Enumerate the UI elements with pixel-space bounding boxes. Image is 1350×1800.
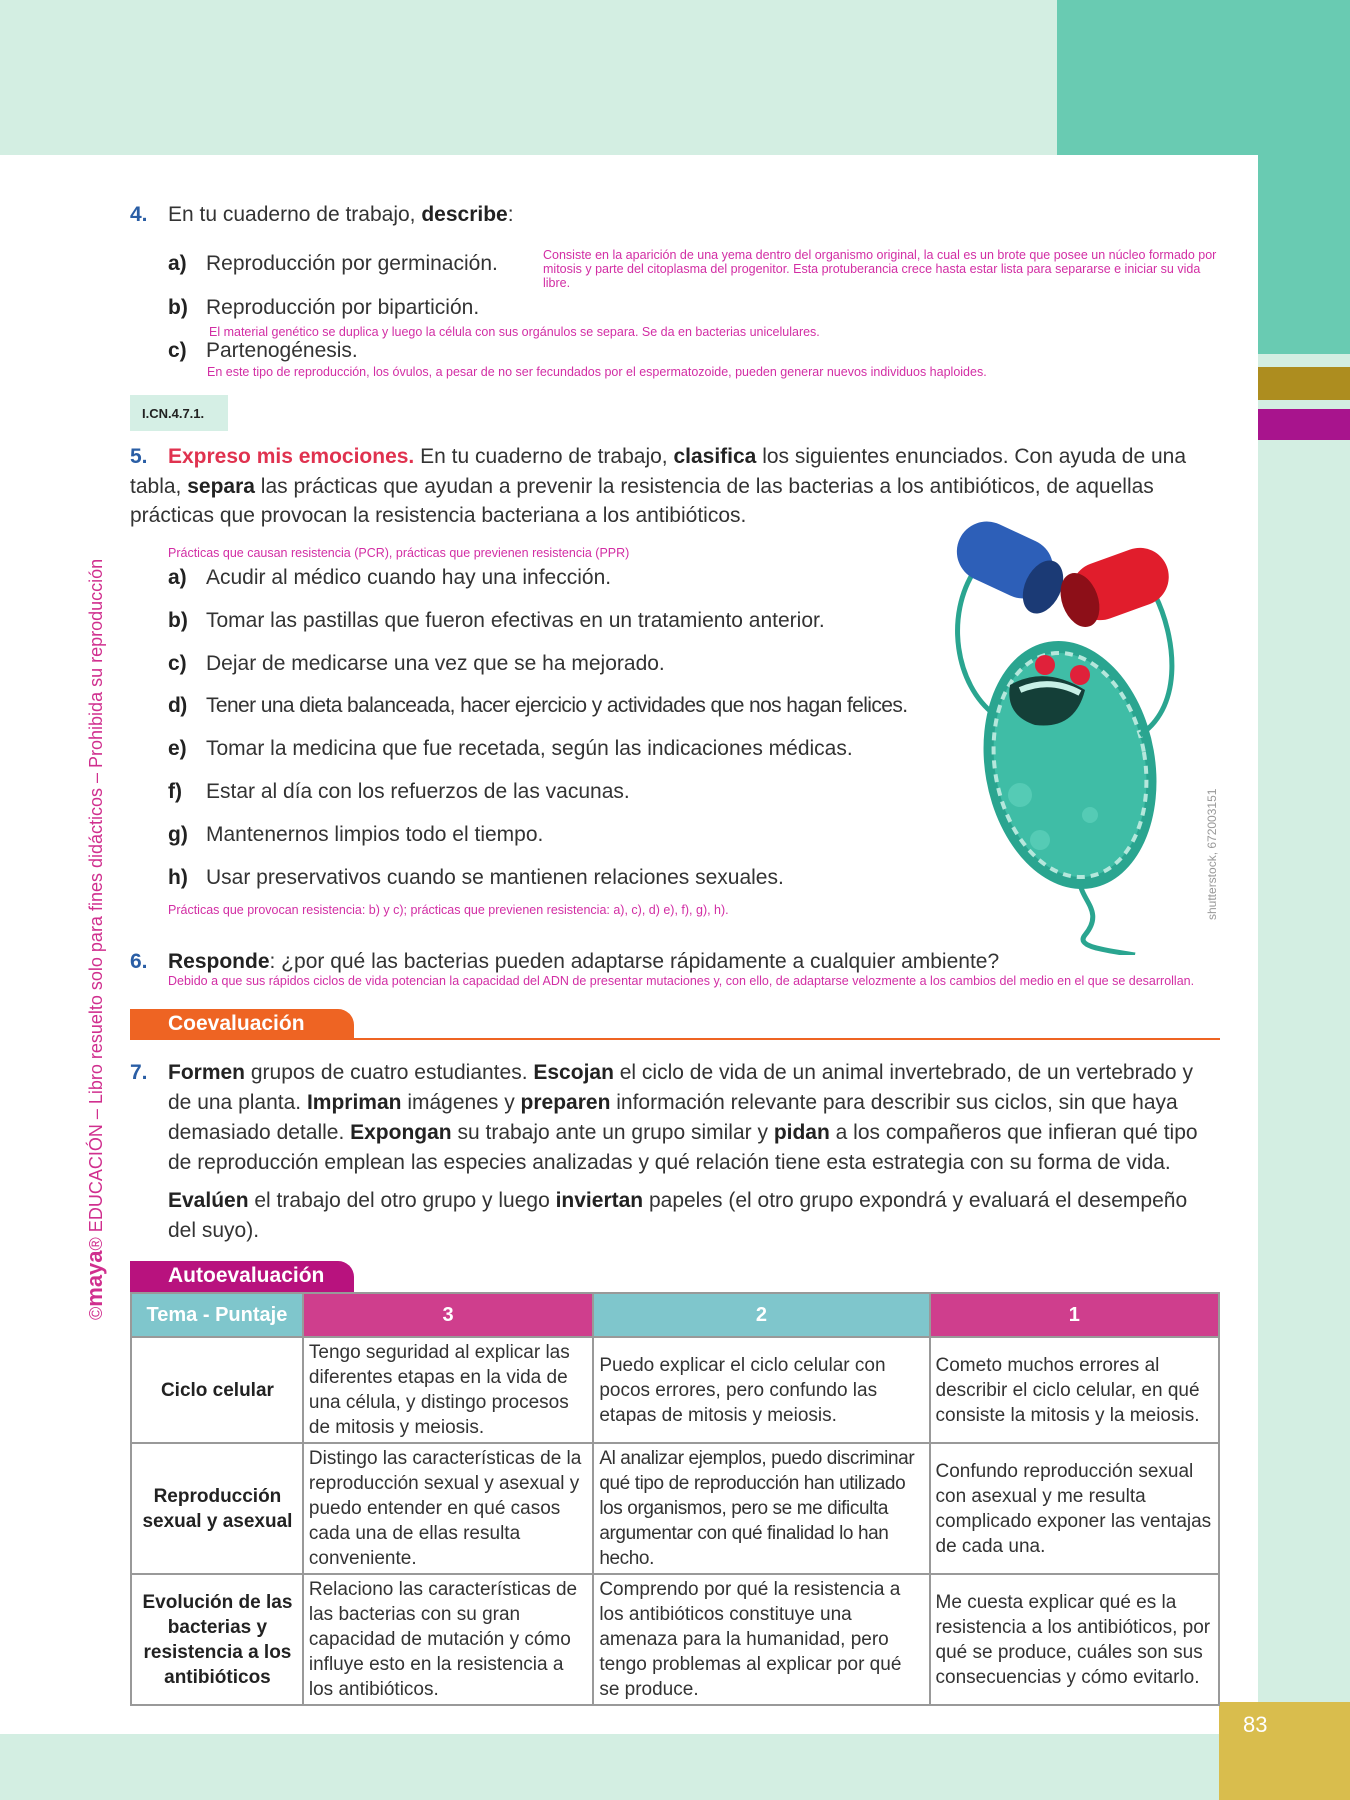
q5-item-g: [168, 823, 543, 847]
question-text: las prácticas que ayudan a prevenir la resistencia de las bacterias a los antibióticos, de aquellas prácticas que provocan la resistencia bacteriana a los antibióticos.: [130, 474, 1154, 527]
item-text: Acudir al médico cuando hay una infección.: [206, 566, 612, 589]
table-row: [131, 1443, 1219, 1574]
item-label: e): [168, 737, 187, 760]
question-highlight: Expreso mis emociones.: [168, 445, 415, 468]
q4-answer-a: Consiste en la aparición de una yema dentro del organismo original, la cual es un brote que posee un núcleo formado por mitosis y parte del citoplasma del progenitor. Esta protuberancia crece hasta estar lista para separarse e iniciar su vida libre.: [543, 248, 1217, 290]
bottom-band: [0, 1734, 1350, 1800]
copyright-text: ® EDUCACIÓN – Libro resuelto solo para fines didácticos – Prohibida su reproducción: [86, 558, 106, 1251]
verb: Escojan: [533, 1061, 614, 1084]
question-6: [130, 950, 999, 974]
cell-score-1: Cometo muchos errores al describir el ciclo celular, en qué consiste la mitosis y la meiosis.: [930, 1337, 1219, 1443]
question-text: : ¿por qué las bacterias pueden adaptarse rápidamente a cualquier ambiente?: [269, 950, 1000, 973]
coevaluacion-header: Coevaluación: [130, 1009, 354, 1040]
text: papeles (el otro grupo expondrá y evaluará el desempeño del suyo).: [168, 1189, 1188, 1242]
text: el trabajo del otro grupo y luego: [248, 1189, 556, 1212]
cell-score-3: Distingo las características de la reproducción sexual y asexual y puedo entender en qué casos cada una de ellas resulta conveniente.: [303, 1443, 593, 1574]
side-decoration: [1258, 155, 1350, 354]
text: grupos de cuatro estudiantes.: [245, 1061, 534, 1084]
autoevaluacion-header: Autoevaluación: [130, 1261, 354, 1292]
q5-item-d: [168, 694, 908, 718]
question-text: los siguientes enunciados. Con ayuda de una tabla,: [130, 445, 1187, 498]
item-text: Reproducción por germinación.: [206, 252, 498, 275]
item-text: Tomar la medicina que fue recetada, según las indicaciones médicas.: [206, 737, 853, 760]
question-4: [130, 203, 514, 227]
item-text: Reproducción por bipartición.: [206, 296, 480, 319]
verb: pidan: [773, 1121, 830, 1144]
q5-item-e: [168, 737, 853, 761]
item-label: g): [168, 823, 188, 846]
question-verb: clasifica: [673, 445, 757, 468]
verb: preparen: [520, 1091, 611, 1114]
item-text: Mantenernos limpios todo el tiempo.: [206, 823, 544, 846]
verb: Expongan: [350, 1121, 452, 1144]
verb: Evalúen: [168, 1189, 249, 1212]
question-verb: Responde: [168, 950, 270, 973]
row-topic: Ciclo celular: [131, 1337, 303, 1443]
header-score-2: 2: [593, 1293, 929, 1337]
item-text: Usar preservativos cuando se mantienen relaciones sexuales.: [206, 866, 784, 889]
row-topic: Reproducción sexual y asexual: [131, 1443, 303, 1574]
cell-score-2: Comprendo por qué la resistencia a los antibióticos constituye una amenaza para la humanidad, pero tengo problemas al explicar por qué se produce.: [593, 1574, 929, 1705]
question-7: [130, 1058, 1220, 1246]
row-topic: Evolución de las bacterias y resistencia a los antibióticos: [131, 1574, 303, 1705]
gold-strip: [1258, 367, 1350, 400]
cell-score-2: Puedo explicar el ciclo celular con pocos errores, pero confundo las etapas de mitosis y meiosis.: [593, 1337, 929, 1443]
cell-score-2: Al analizar ejemplos, puedo discriminar qué tipo de reproducción han utilizado los organismos, pero se me dificulta argumentar con qué finalidad lo han hecho.: [593, 1443, 929, 1574]
question-verb: describe: [421, 203, 508, 226]
q4-answer-b: El material genético se duplica y luego la célula con sus orgánulos se separa. Se da en bacterias unicelulares.: [209, 325, 820, 339]
q4-item-a: [168, 252, 498, 276]
text: el ciclo de vida de un animal invertebrado, de un vertebrado y de una planta.: [168, 1061, 1193, 1114]
question-number: 7.: [130, 1061, 148, 1084]
page-number-box: [1219, 1702, 1350, 1800]
item-label: d): [168, 694, 187, 717]
item-text: Estar al día con los refuerzos de las vacunas.: [206, 780, 630, 803]
text: a los compañeros que infieran qué tipo de reproducción emplean las especies analizadas y qué relación tiene esta estrategia con su forma de vida.: [168, 1121, 1198, 1174]
blue-pill-icon: [947, 515, 1071, 620]
autoevaluacion-table: [130, 1292, 1220, 1706]
q5-item-b: [168, 609, 825, 633]
question-verb: separa: [187, 474, 255, 498]
indicator-tag: I.CN.4.7.1.: [130, 395, 228, 431]
verb: inviertan: [555, 1189, 644, 1212]
q5-item-f: [168, 780, 630, 804]
cell-score-1: Me cuesta explicar qué es la resistencia a los antibióticos, por qué se produce, cuáles son sus consecuencias y cómo evitarlo.: [930, 1574, 1219, 1705]
question-text: En tu cuaderno de trabajo,: [414, 445, 674, 468]
q4-answer-c: En este tipo de reproducción, los óvulos, a pesar de no ser fecundados por el espermatozoide, pueden generar nuevos individuos haploides.: [207, 365, 987, 379]
q4-item-b: [168, 296, 479, 320]
copyright-notice: [82, 559, 108, 1320]
cell-score-3: Tengo seguridad al explicar las diferentes etapas en la vida de una célula, y distingo procesos de mitosis y meiosis.: [303, 1337, 593, 1443]
header-score-1: 1: [930, 1293, 1219, 1337]
item-label: c): [168, 339, 187, 362]
q5-item-h: [168, 866, 784, 890]
text: imágenes y: [401, 1091, 521, 1114]
coevaluacion-divider: [330, 1038, 1220, 1040]
question-number: 6.: [130, 950, 148, 973]
q6-answer: Debido a que sus rápidos ciclos de vida potencian la capacidad del ADN de presentar mutaciones y, con ello, de adaptarse velozmente a los cambios del medio en el que se desarrollan.: [168, 974, 1195, 988]
q7-paragraph-2: [168, 1186, 1220, 1246]
header-topic: Tema - Puntaje: [131, 1293, 303, 1337]
item-text: Tener una dieta balanceada, hacer ejercicio y actividades que nos hagan felices.: [206, 694, 908, 717]
page-number: 83: [1243, 1712, 1268, 1737]
table-row: [131, 1574, 1219, 1705]
cell-score-3: Relaciono las características de las bacterias con su gran capacidad de mutación y cómo influye esto en la resistencia a los antibióticos.: [303, 1574, 593, 1705]
q5-item-a: [168, 566, 611, 590]
brand-logo: maya: [82, 1250, 107, 1307]
item-label: c): [168, 652, 187, 675]
question-number: 4.: [130, 203, 148, 226]
item-text: Partenogénesis.: [206, 339, 358, 362]
copyright-symbol: ©: [86, 1306, 106, 1320]
item-text: Dejar de medicarse una vez que se ha mejorado.: [206, 652, 665, 675]
item-text: Tomar las pastillas que fueron efectivas en un tratamiento anterior.: [206, 609, 825, 632]
magenta-strip: [1258, 409, 1350, 440]
item-label: a): [168, 566, 187, 589]
bacteria-body-icon: [965, 627, 1176, 903]
item-label: b): [168, 296, 188, 319]
verb: Formen: [168, 1061, 246, 1084]
q7-paragraph-1: [168, 1058, 1220, 1178]
header-score-3: 3: [303, 1293, 593, 1337]
q5-answer-top: Prácticas que causan resistencia (PCR), prácticas que previenen resistencia (PPR): [168, 546, 630, 560]
q5-answer-bottom: Prácticas que provocan resistencia: b) y c); prácticas que previenen resistencia: a), c), d) e), f), g), h).: [168, 903, 729, 917]
question-number: 5.: [130, 445, 148, 468]
table-header-row: [131, 1293, 1219, 1337]
cell-score-1: Confundo reproducción sexual con asexual y me resulta complicado exponer las ventajas de cada una.: [930, 1443, 1219, 1574]
question-text: En tu cuaderno de trabajo,: [168, 203, 422, 226]
image-credit: shutterstock, 672003151: [1205, 788, 1219, 920]
q4-item-c: [168, 339, 358, 363]
item-label: a): [168, 252, 187, 275]
q5-item-c: [168, 652, 665, 676]
text: su trabajo ante un grupo similar y: [451, 1121, 774, 1144]
corner-decoration: [1057, 0, 1350, 155]
bacteria-pills-illustration: [935, 515, 1215, 955]
verb: Impriman: [306, 1091, 402, 1114]
question-suffix: :: [507, 203, 514, 226]
item-label: f): [168, 780, 182, 803]
item-label: h): [168, 866, 188, 889]
item-label: b): [168, 609, 188, 632]
table-row: [131, 1337, 1219, 1443]
text: información relevante para describir sus ciclos, sin que haya demasiado detalle.: [168, 1091, 1178, 1144]
red-pill-icon: [1054, 540, 1177, 633]
